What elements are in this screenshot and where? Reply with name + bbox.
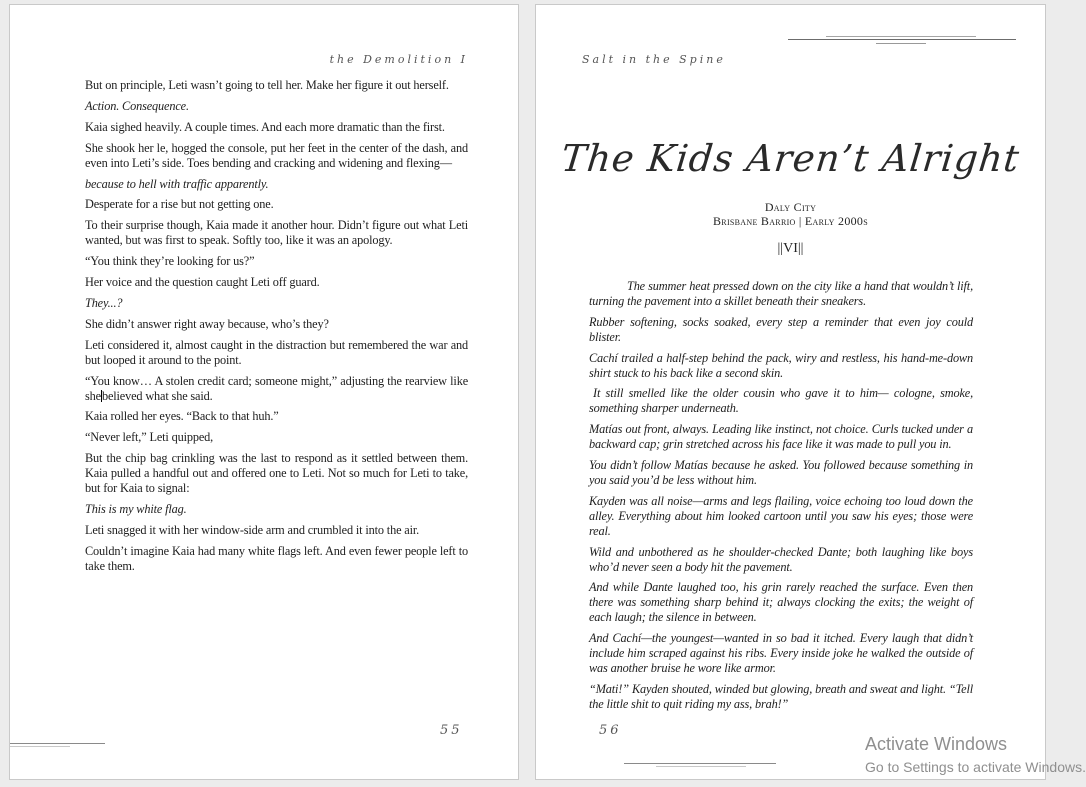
left-bottom-rule-faint [10, 746, 70, 747]
right-running-head: Salt in the Spine [582, 53, 726, 66]
right-top-rule-upper [826, 36, 976, 37]
left-running-head: the Demolition I [329, 53, 468, 66]
left-paragraph-17: This is my white flag. [85, 501, 187, 516]
right-paragraph-10: And Cachí—the youngest—wanted in so bad it itched. Every laugh that didn’t include him scraped against his ribs. Every inside joke he walked the outside of was another bruise he wore like armor. [589, 631, 973, 675]
right-top-rule [788, 39, 1016, 40]
left-paragraph-5: because to hell with traffic apparently. [85, 176, 269, 191]
right-paragraph-11: “Mati!” Kayden shouted, winded but glowing, breath and sweat and light. “Tell the little shit to quit riding my ass, brah!” [589, 681, 973, 711]
left-paragraph-1: But on principle, Leti wasn’t going to tell her. Make her figure it out herself. [85, 78, 449, 92]
left-paragraph-14: Kaia rolled her eyes. “Back to that huh.” [85, 409, 279, 424]
right-bottom-rule [624, 763, 776, 764]
left-paragraph-13 [85, 374, 468, 404]
right-paragraph-4: It still smelled like the older cousin who gave it to him— cologne, smoke, something sharper underneath. [589, 386, 973, 416]
left-body-text[interactable] [85, 78, 468, 580]
left-paragraph-13-end: believed what she said. [101, 388, 213, 403]
left-paragraph-16: But the chip bag crinkling was the last to respond as it settled between them. Kaia pulled a handful out and offered one to Leti. Not so much for Leti to take, but for Kaia to signal: [85, 451, 468, 496]
chapter-title: The Kids Aren’t Alright [559, 137, 1022, 180]
right-paragraph-6: You didn’t follow Matías because he asked. You followed because something in you said you’d be less without him. [589, 458, 973, 487]
left-page [9, 4, 519, 780]
section-mark: ||VI|| [777, 241, 804, 256]
left-paragraph-3: Kaia sighed heavily. A couple times. And each more dramatic than the first. [85, 119, 445, 134]
left-paragraph-8: “You think they’re looking for us?” [85, 254, 255, 269]
left-paragraph-7: To their surprise though, Kaia made it another hour. Didn’t figure out what Leti wanted, but was first to speak. Softly too, like it was an apology. [85, 218, 468, 248]
chapter-location-barrio: Brisbane Barrio | Early 2000s [713, 214, 868, 228]
left-paragraph-12: Leti considered it, almost caught in the distraction but remembered the war and but looped it around to the point. [85, 337, 468, 367]
left-page-number: 55 [440, 723, 463, 738]
activate-windows-title: Activate Windows [865, 734, 1008, 754]
right-paragraph-9: And while Dante laughed too, his grin rarely reached the surface. Even then there was something sharp behind it; always clocking the exits; the weight of each laugh; the silence in between. [589, 580, 973, 625]
left-bottom-rule [10, 743, 105, 744]
right-paragraph-3: Cachí trailed a half-step behind the pack, wiry and restless, his hand-me-down shirt stuck to his back like a second skin. [589, 350, 973, 380]
right-body-text[interactable] [589, 279, 973, 718]
right-paragraph-8: Wild and unbothered as he shoulder-checked Dante; both laughing like boys who’d never seen a body hit the pavement. [589, 544, 973, 574]
left-paragraph-18: Leti snagged it with her window-side arm and crumbled it into the air. [85, 522, 420, 537]
right-bottom-rule-faint [656, 766, 746, 767]
left-paragraph-6: Desperate for a rise but not getting one. [85, 197, 274, 212]
right-page [535, 4, 1046, 780]
left-paragraph-4: She shook her le, hogged the console, put her feet in the center of the dash, and even into Leti’s side. Toes bending and cracking and widening and flexing— [85, 140, 468, 170]
right-top-rule-lower [876, 43, 926, 44]
right-paragraph-7: Kayden was all noise—arms and legs flailing, voice echoing too loud down the alley. Everything about him looked cartoon until you saw his eyes; those were real. [589, 493, 973, 538]
chapter-location-city: Daly City [764, 200, 817, 214]
left-paragraph-15: “Never left,” Leti quipped, [85, 430, 214, 445]
left-paragraph-10: They...? [85, 295, 123, 310]
activate-windows-subtitle[interactable]: Go to Settings to activate Windows. [865, 759, 1086, 775]
right-paragraph-2: Rubber softening, socks soaked, every step a reminder that even joy could blister. [589, 314, 973, 344]
left-paragraph-13-start: “You know… A stolen credit card; someone might,” adjusting the rearview like she [85, 373, 468, 403]
left-paragraph-11: She didn’t answer right away because, who’s they? [85, 316, 329, 331]
left-paragraph-19: Couldn’t imagine Kaia had many white flags left. And even fewer people left to take them. [85, 543, 468, 573]
right-paragraph-5: Matías out front, always. Leading like instinct, not choice. Curls tucked under a backward cap; grin stretched across his face like it was made to pull you in. [589, 422, 973, 452]
right-paragraph-1: The summer heat pressed down on the city like a hand that wouldn’t lift, turning the pavement into a skillet beneath their sneakers. [589, 279, 973, 308]
left-paragraph-9: Her voice and the question caught Leti off guard. [85, 275, 320, 290]
left-paragraph-2: Action. Consequence. [85, 98, 189, 113]
right-page-number: 56 [599, 723, 622, 738]
